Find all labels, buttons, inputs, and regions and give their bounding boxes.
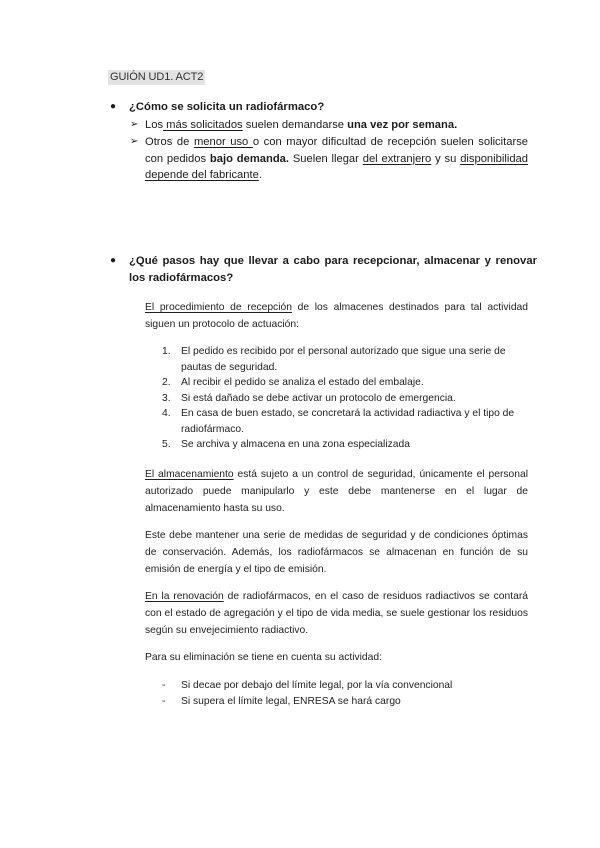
underlined-term: disponibilidad depende del fabricante [145, 152, 528, 181]
paragraph-almacenamiento: El almacenamiento está sujeto a un control de seguridad, únicamente el personal autorizado puede manipularlo y este debe mantenerse en el lugar de almacenamiento hasta su uso. [145, 469, 528, 514]
list-item: 4. En casa de buen estado, se concretará la actividad radiactiva y el tipo de radiofármaco. [162, 408, 515, 435]
paragraph-renovacion: En la renovación de radiofármacos, en el caso de residuos radiactivos se contará con el estado de agregación y el tipo de vida media, se suele gestionar los residuos según su envejecimiento radiactivo. [145, 591, 528, 636]
document-page: GUIÓN UD1. ACT2 ● ¿Cómo se solicita un radiofármaco? ➢ Los más solicitados suelen demandarse una vez por semana. ➢ Otros de menor uso o con mayor dificultad de recepción suelen solicitarse con pedidos bajo demanda. Suelen llegar del extranjero y su disponibilidad depende del fabricante. ● ¿Qué pasos hay que llevar a cabo para recepcionar, almacenar y renovar los radiofármacos? El procedimiento de recepción de los almacenes destinados para tal actividad siguen un protocolo de actuación: 1. El pedido es recibido por el personal autorizado que sigue una serie de pautas de seguridad. 2. Al recibir el pedido se analiza el estado del embalaje. 3. Si está dañado se debe activar un protocolo de emergencia. 4. En casa de buen estado, se concretará la actividad radiactiva y el tipo de radiofármaco. 5. Se archiva y almacena en una zona especializada El almacenamiento está sujeto a un control de seguridad, únicamente el personal autorizado puede manipularlo y este debe mantenerse en el lugar de almacenamiento hasta su uso. Este debe mantener una serie de medidas de seguridad y de condiciones óptimas de conservación. Además, los radiofármacos se almacenan en función de su emisión de energía y el tipo de emisión. En la renovación de radiofármacos, en el caso de residuos radiactivos se contará con el estado de agregación y el tipo de vida media, se suele gestionar los residuos según su envejecimiento radiactivo. Para su eliminación se tiene en cuenta su actividad: - Si decae por debajo del límite legal, por la vía convencional - Si supera el límite legal, ENRESA se hará cargo [0, 0, 600, 848]
question-1-text: ¿Cómo se solicita un radiofármaco? [129, 101, 325, 113]
list-item: - Si supera el límite legal, ENRESA se hará cargo [162, 695, 401, 707]
underlined-term: del extranjero [362, 152, 432, 165]
paragraph-recepcion: El procedimiento de recepción de los almacenes destinados para tal actividad siguen un protocolo de actuación: [145, 302, 528, 330]
underlined-term: En la renovación [145, 591, 224, 602]
underlined-term: más solicitados [163, 119, 243, 131]
underlined-term: menor uso [193, 136, 253, 148]
list-item: 5. Se archiva y almacena en una zona especializada [162, 439, 410, 450]
document-title: GUIÓN UD1. ACT2 [110, 71, 204, 83]
elimination-list [162, 678, 528, 709]
paragraph-conservacion: Este debe mantener una serie de medidas de seguridad y de condiciones óptimas de conservación. Además, los radiofármacos se almacenan en función de su emisión de energía y el tipo de emisión. [145, 530, 528, 575]
bold-term: una vez por semana. [347, 119, 458, 131]
question-2-text: ¿Qué pasos hay que llevar a cabo para recepcionar, almacenar y renovar los radiofármacos? [129, 255, 537, 284]
bullet-icon: ● [110, 255, 117, 266]
arrow-bullet-icon: ➢ [130, 119, 139, 130]
list-item: 1. El pedido es recibido por el personal autorizado que sigue una serie de pautas de seguridad. [162, 346, 506, 373]
paragraph-eliminacion: Para su eliminación se tiene en cuenta su actividad: [145, 652, 382, 663]
bold-term: bajo demanda. [209, 152, 289, 165]
underlined-term: El procedimiento de recepción [145, 302, 292, 313]
list-item: 3. Si está dañado se debe activar un protocolo de emergencia. [162, 392, 456, 404]
underlined-term: El almacenamiento [145, 469, 234, 480]
list-item: 2. Al recibir el pedido se analiza el estado del embalaje. [162, 377, 424, 388]
steps-list [162, 344, 528, 453]
arrow-bullet-icon: ➢ [130, 136, 139, 147]
list-item: - Si decae por debajo del límite legal, por la vía convencional [162, 680, 453, 691]
bullet-icon: ● [110, 101, 117, 112]
